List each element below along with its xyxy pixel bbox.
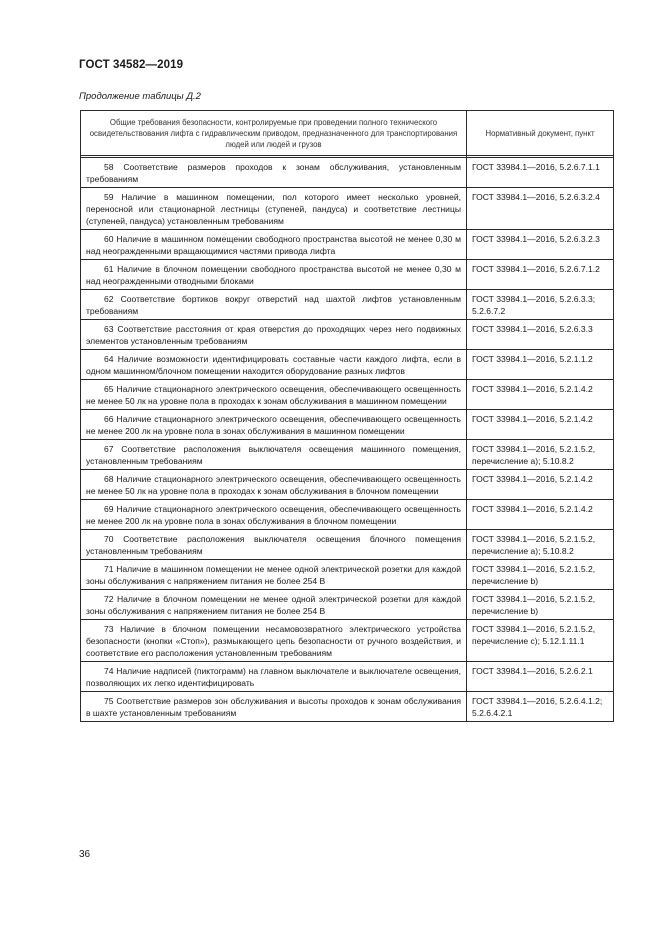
normative-reference-cell: ГОСТ 33984.1—2016, 5.2.6.2.1 (467, 662, 614, 692)
requirement-cell: 68 Наличие стационарного электрического освещения, обеспечивающего освещенность не менее 50 лк на уровне пола в проходах к зонам обслуживания в блочном помещении (81, 470, 467, 500)
requirement-cell: 69 Наличие стационарного электрического освещения, обеспечивающего освещенность не менее 200 лк на уровне пола в зонах обслуживания в блочном помещении (81, 500, 467, 530)
requirements-table (80, 110, 614, 722)
column-header-requirements: Общие требования безопасности, контролируемые при проведении полного технического освидетельствования лифта с гидравлическим приводом, предназначенного для транспортирования людей или людей и грузов (81, 111, 467, 156)
normative-reference-cell: ГОСТ 33984.1—2016, 5.2.6.3.2.3 (467, 230, 614, 260)
table-row (81, 260, 614, 290)
table-row (81, 620, 614, 662)
requirement-cell: 65 Наличие стационарного электрического освещения, обеспечивающего освещенность не менее 50 лк на уровне пола в проходах к зонам обслуживания в машинном помещении (81, 380, 467, 410)
normative-reference-cell: ГОСТ 33984.1—2016, 5.2.1.1.2 (467, 350, 614, 380)
requirement-cell: 71 Наличие в машинном помещении не менее одной электрической розетки для каждой зоны обслуживания с напряжением питания не более 254 В (81, 560, 467, 590)
table-caption: Продолжение таблицы Д.2 (79, 91, 201, 102)
normative-reference-cell: ГОСТ 33984.1—2016, 5.2.6.4.1.2; 5.2.6.4.2.1 (467, 692, 614, 722)
requirement-cell: 59 Наличие в машинном помещении, пол которого имеет несколько уровней, переносной или стационарной лестницы (ступеней, пандуса) и соответствие лестницы (ступеней, пандуса) установленным требованиям (81, 188, 467, 230)
requirement-cell: 74 Наличие надписей (пиктограмм) на главном выключателе и выключателе освещения, позволяющих их легко идентифицировать (81, 662, 467, 692)
table-row (81, 158, 614, 188)
normative-reference-cell: ГОСТ 33984.1—2016, 5.2.1.5.2, перечисление с); 5.12.1.11.1 (467, 620, 614, 662)
document-id: ГОСТ 34582—2019 (79, 59, 184, 71)
normative-reference-cell: ГОСТ 33984.1—2016, 5.2.1.4.2 (467, 380, 614, 410)
table-row (81, 230, 614, 260)
table-row (81, 410, 614, 440)
normative-reference-cell: ГОСТ 33984.1—2016, 5.2.1.5.2, перечисление а); 5.10.8.2 (467, 530, 614, 560)
requirement-cell: 70 Соответствие расположения выключателя освещения блочного помещения установленным требованиям (81, 530, 467, 560)
requirement-cell: 61 Наличие в блочном помещении свободного пространства высотой не менее 0,30 м над неогражденными отводными блоками (81, 260, 467, 290)
table-row (81, 662, 614, 692)
normative-reference-cell: ГОСТ 33984.1—2016, 5.2.6.3.3 (467, 320, 614, 350)
table-row (81, 188, 614, 230)
table-row (81, 500, 614, 530)
table-row (81, 560, 614, 590)
requirement-cell: 75 Соответствие размеров зон обслуживания и высоты проходов к зонам обслуживания в шахте установленным требованиям (81, 692, 467, 722)
normative-reference-cell: ГОСТ 33984.1—2016, 5.2.1.5.2, перечисление а); 5.10.8.2 (467, 440, 614, 470)
table-row (81, 470, 614, 500)
table-row (81, 590, 614, 620)
page-number: 36 (79, 849, 91, 860)
table-header-row (81, 111, 614, 156)
table-row (81, 380, 614, 410)
normative-reference-cell: ГОСТ 33984.1—2016, 5.2.6.3.3; 5.2.6.7.2 (467, 290, 614, 320)
requirement-cell: 73 Наличие в блочном помещении несамовозвратного электрического устройства безопасности (кнопки «Стоп»), размыкающего цепь безопасности от ручного воздействия, и соответствие его расположения установленным требованиям (81, 620, 467, 662)
table-row (81, 692, 614, 722)
column-header-normative-document: Нормативный документ, пункт (467, 111, 614, 156)
normative-reference-cell: ГОСТ 33984.1—2016, 5.2.6.7.1.2 (467, 260, 614, 290)
normative-reference-cell: ГОСТ 33984.1—2016, 5.2.1.4.2 (467, 470, 614, 500)
requirement-cell: 67 Соответствие расположения выключателя освещения машинного помещения, установленным требованиям (81, 440, 467, 470)
table-row (81, 530, 614, 560)
normative-reference-cell: ГОСТ 33984.1—2016, 5.2.6.7.1.1 (467, 158, 614, 188)
table-row (81, 440, 614, 470)
normative-reference-cell: ГОСТ 33984.1—2016, 5.2.1.5.2, перечисление b) (467, 560, 614, 590)
requirement-cell: 66 Наличие стационарного электрического освещения, обеспечивающего освещенность не менее 200 лк на уровне пола в зонах обслуживания в машинном помещении (81, 410, 467, 440)
table-row (81, 290, 614, 320)
requirement-cell: 62 Соответствие бортиков вокруг отверстий над шахтой лифтов установленным требованиям (81, 290, 467, 320)
requirement-cell: 58 Соответствие размеров проходов к зонам обслуживания, установленным требованиям (81, 158, 467, 188)
table-row (81, 320, 614, 350)
normative-reference-cell: ГОСТ 33984.1—2016, 5.2.1.5.2, перечисление b) (467, 590, 614, 620)
table-body (81, 156, 614, 722)
requirement-cell: 63 Соответствие расстояния от края отверстия до проходящих через него подвижных элементов установленным требованиям (81, 320, 467, 350)
requirement-cell: 72 Наличие в блочном помещении не менее одной электрической розетки для каждой зоны обслуживания с напряжением питания не более 254 В (81, 590, 467, 620)
normative-reference-cell: ГОСТ 33984.1—2016, 5.2.1.4.2 (467, 410, 614, 440)
normative-reference-cell: ГОСТ 33984.1—2016, 5.2.6.3.2.4 (467, 188, 614, 230)
requirement-cell: 64 Наличие возможности идентифицировать составные части каждого лифта, если в одном машинном/блочном помещении находится оборудование разных лифтов (81, 350, 467, 380)
requirement-cell: 60 Наличие в машинном помещении свободного пространства высотой не менее 0,30 м над неогражденными вращающимися частями привода лифта (81, 230, 467, 260)
table-row (81, 350, 614, 380)
normative-reference-cell: ГОСТ 33984.1—2016, 5.2.1.4.2 (467, 500, 614, 530)
